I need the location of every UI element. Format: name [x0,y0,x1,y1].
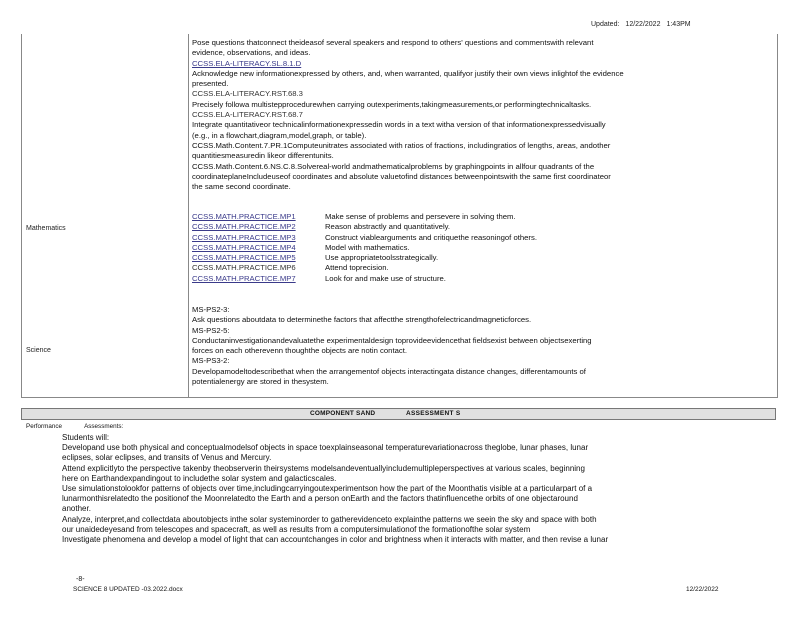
bullet-item [41,535,791,545]
math-practice-row [192,274,537,284]
footer-filename: SCIENCE 8 UPDATED -03.2022.docx [73,586,183,593]
standard-line: (e.g., in a flowchart,diagram,model,graph, or table). [192,130,367,140]
practice-desc: Use appropriatetoolsstrategically. [325,253,439,263]
assessments-label: ASSESSMENT S [406,410,461,417]
math-practice-row [192,212,537,222]
bullet-item [41,443,791,463]
bullet-text: Students will: [62,433,110,442]
standard-line: Pose questions thatconnect theideasof several speakers and respond to others' questions and commentswith relevant [192,38,594,47]
subject-science: Science [26,347,51,354]
updated-date: 12/22/2022 [625,21,661,28]
practice-desc: Look for and make use of structure. [325,273,446,283]
bullet-text: our unaidedeyesand from telescopes and spacecraft, as well as results from a computersimulationof the formationofthe solar system [62,524,531,534]
bullet-item [41,515,791,535]
practice-link[interactable]: CCSS.MATH.PRACTICE.MP7 [192,273,296,283]
science-line: forces on each otherevenn thoughthe objects are notin contact. [192,346,407,356]
practice-link[interactable]: CCSS.MATH.PRACTICE.MP3 [192,232,296,242]
standard-link[interactable]: CCSS.ELA-LITERACY.SL.8.1.D [192,58,302,68]
standard-line: Acknowledge new informationexpressed by others, and, when warranted, qualifyor justify their own views inlightof the evidence [192,68,624,78]
page-number: -8- [76,576,85,583]
component-header-bar [21,408,776,420]
standard-line: coordinateplaneIncludeuseof coordinates and absolute valuetofind distances betweenpointswith the same first coordinateor [192,171,611,181]
bullet-item [41,433,791,443]
standard-line: quantitiesmeasuredin likeor differentunits. [192,151,334,161]
math-practice-row [192,243,537,253]
bullet-text: Attend explicitlyto the perspective takenby theobserverin theirsystems modelsandeventuallyincludemultipleperspectives at various scales, beginning [62,463,585,473]
science-code: MS-PS3-2: [192,356,230,366]
practice-desc: Model with mathematics. [325,242,410,252]
assessment-bullets [41,433,791,545]
science-line: potentialenergy are stored in thesystem. [192,377,329,387]
practice-desc: Make sense of problems and persevere in solving them. [325,212,516,221]
practice-link[interactable]: CCSS.MATH.PRACTICE.MP1 [192,212,296,221]
bullet-text: another. [62,504,91,514]
component-label: COMPONENT SAND [310,410,376,417]
science-line: Developamodeltodescribethat when the arrangementof objects interactingata distance changes, differentamounts of [192,366,586,376]
science-code: MS-PS2-3: [192,305,230,314]
math-practice-row [192,233,537,243]
updated-stamp [591,21,697,28]
practice-link[interactable]: CCSS.MATH.PRACTICE.MP5 [192,253,296,263]
math-practice-row [192,222,537,232]
science-line: Conductaninvestigationandevaluatethe experimentaldesign toprovideevidencethat fieldsexist between objectsexerting [192,335,592,345]
standard-line: Precisely followa multistepprocedurewhen carrying outexperiments,takingmeasurements,or performingtechnicaltasks. [192,99,592,109]
footer-date: 12/22/2022 [686,586,719,593]
bullet-text: Investigate phenomena and develop a model of light that can accountchanges in color and brightness when it interacts with matter, and then revise a lunar [62,535,609,545]
math-practice-row [192,263,537,273]
bullet-text: Use simulationstolookfor patterns of objects over time,includingcarryingoutexperimentson how the part of the Moonthatis visible at a particularpart of a [62,484,593,494]
standard-line: evidence, observations, and ideas. [192,48,311,58]
updated-time: 1:43PM [666,21,691,28]
science-line: Ask questions aboutdata to determinethe factors that affectthe strengthofelectricandmagneticforces. [192,315,532,325]
table-column-divider [188,34,189,398]
bullet-text: lunarmonthisrelatedto the positionof the Moonrelatedto the Earth and a person onEarth and the factors thatinfluencethe orbits of one objectaround [62,494,578,504]
practice-code: CCSS.MATH.PRACTICE.MP6 [192,263,296,273]
practice-link[interactable]: CCSS.MATH.PRACTICE.MP2 [192,222,296,232]
math-practice-row [192,253,537,263]
practice-desc: Construct viablearguments and critiquethe reasoningof others. [325,232,537,242]
science-standards-block [192,305,770,387]
bullet-item [41,464,791,484]
standard-line: the same second coordinate. [192,182,291,192]
performance-assessments-row [26,423,145,430]
practice-desc: Reason abstractly and quantitatively. [325,222,451,232]
standard-code: CCSS.ELA-LITERACY.RST.68.3 [192,89,303,99]
bullet-text: eclipses, solar eclipses, and transits of Venus and Mercury. [62,453,272,463]
math-practices-list [192,212,537,284]
assessments-sublabel: Assessments: [84,423,124,430]
standard-code: CCSS.ELA-LITERACY.RST.68.7 [192,110,303,120]
science-code: MS-PS2-5: [192,325,230,335]
updated-label: Updated: [591,21,620,28]
practice-link[interactable]: CCSS.MATH.PRACTICE.MP4 [192,242,296,252]
standard-line: Integrate quantitativeor technicalinformationexpressedin words in a text witha version of that informationexpressedvisually [192,120,606,130]
bullet-item [41,484,791,515]
standard-line: presented. [192,79,229,89]
bullet-text: Developand use both physical and conceptualmodelsof objects in space toexplainseasonal temperaturevariationacross theglobe, lunar phases, lunar [62,443,589,453]
standard-line: CCSS.Math.Content.7.PR.1Computeunitrates associated with ratios of fractions, includingratios of lengths, areas, andother [192,140,611,150]
bullet-text: Analyze, interpret,and collectdata aboutobjects inthe solar systeminorder to gatherevidenceto explainthe patterns we seein the sky and space with both [62,514,597,524]
performance-label: Performance [26,423,63,430]
practice-desc: Attend toprecision. [325,263,389,273]
bullet-text: here on Earthandexpandingout to includethe solar system and galacticscales. [62,473,337,483]
standards-block [192,38,770,192]
standard-line: CCSS.Math.Content.6.NS.C.8.Solvereal-world andmathematicalproblems by graphingpoints in allfour quadrants of the [192,161,595,171]
subject-mathematics: Mathematics [26,225,66,232]
